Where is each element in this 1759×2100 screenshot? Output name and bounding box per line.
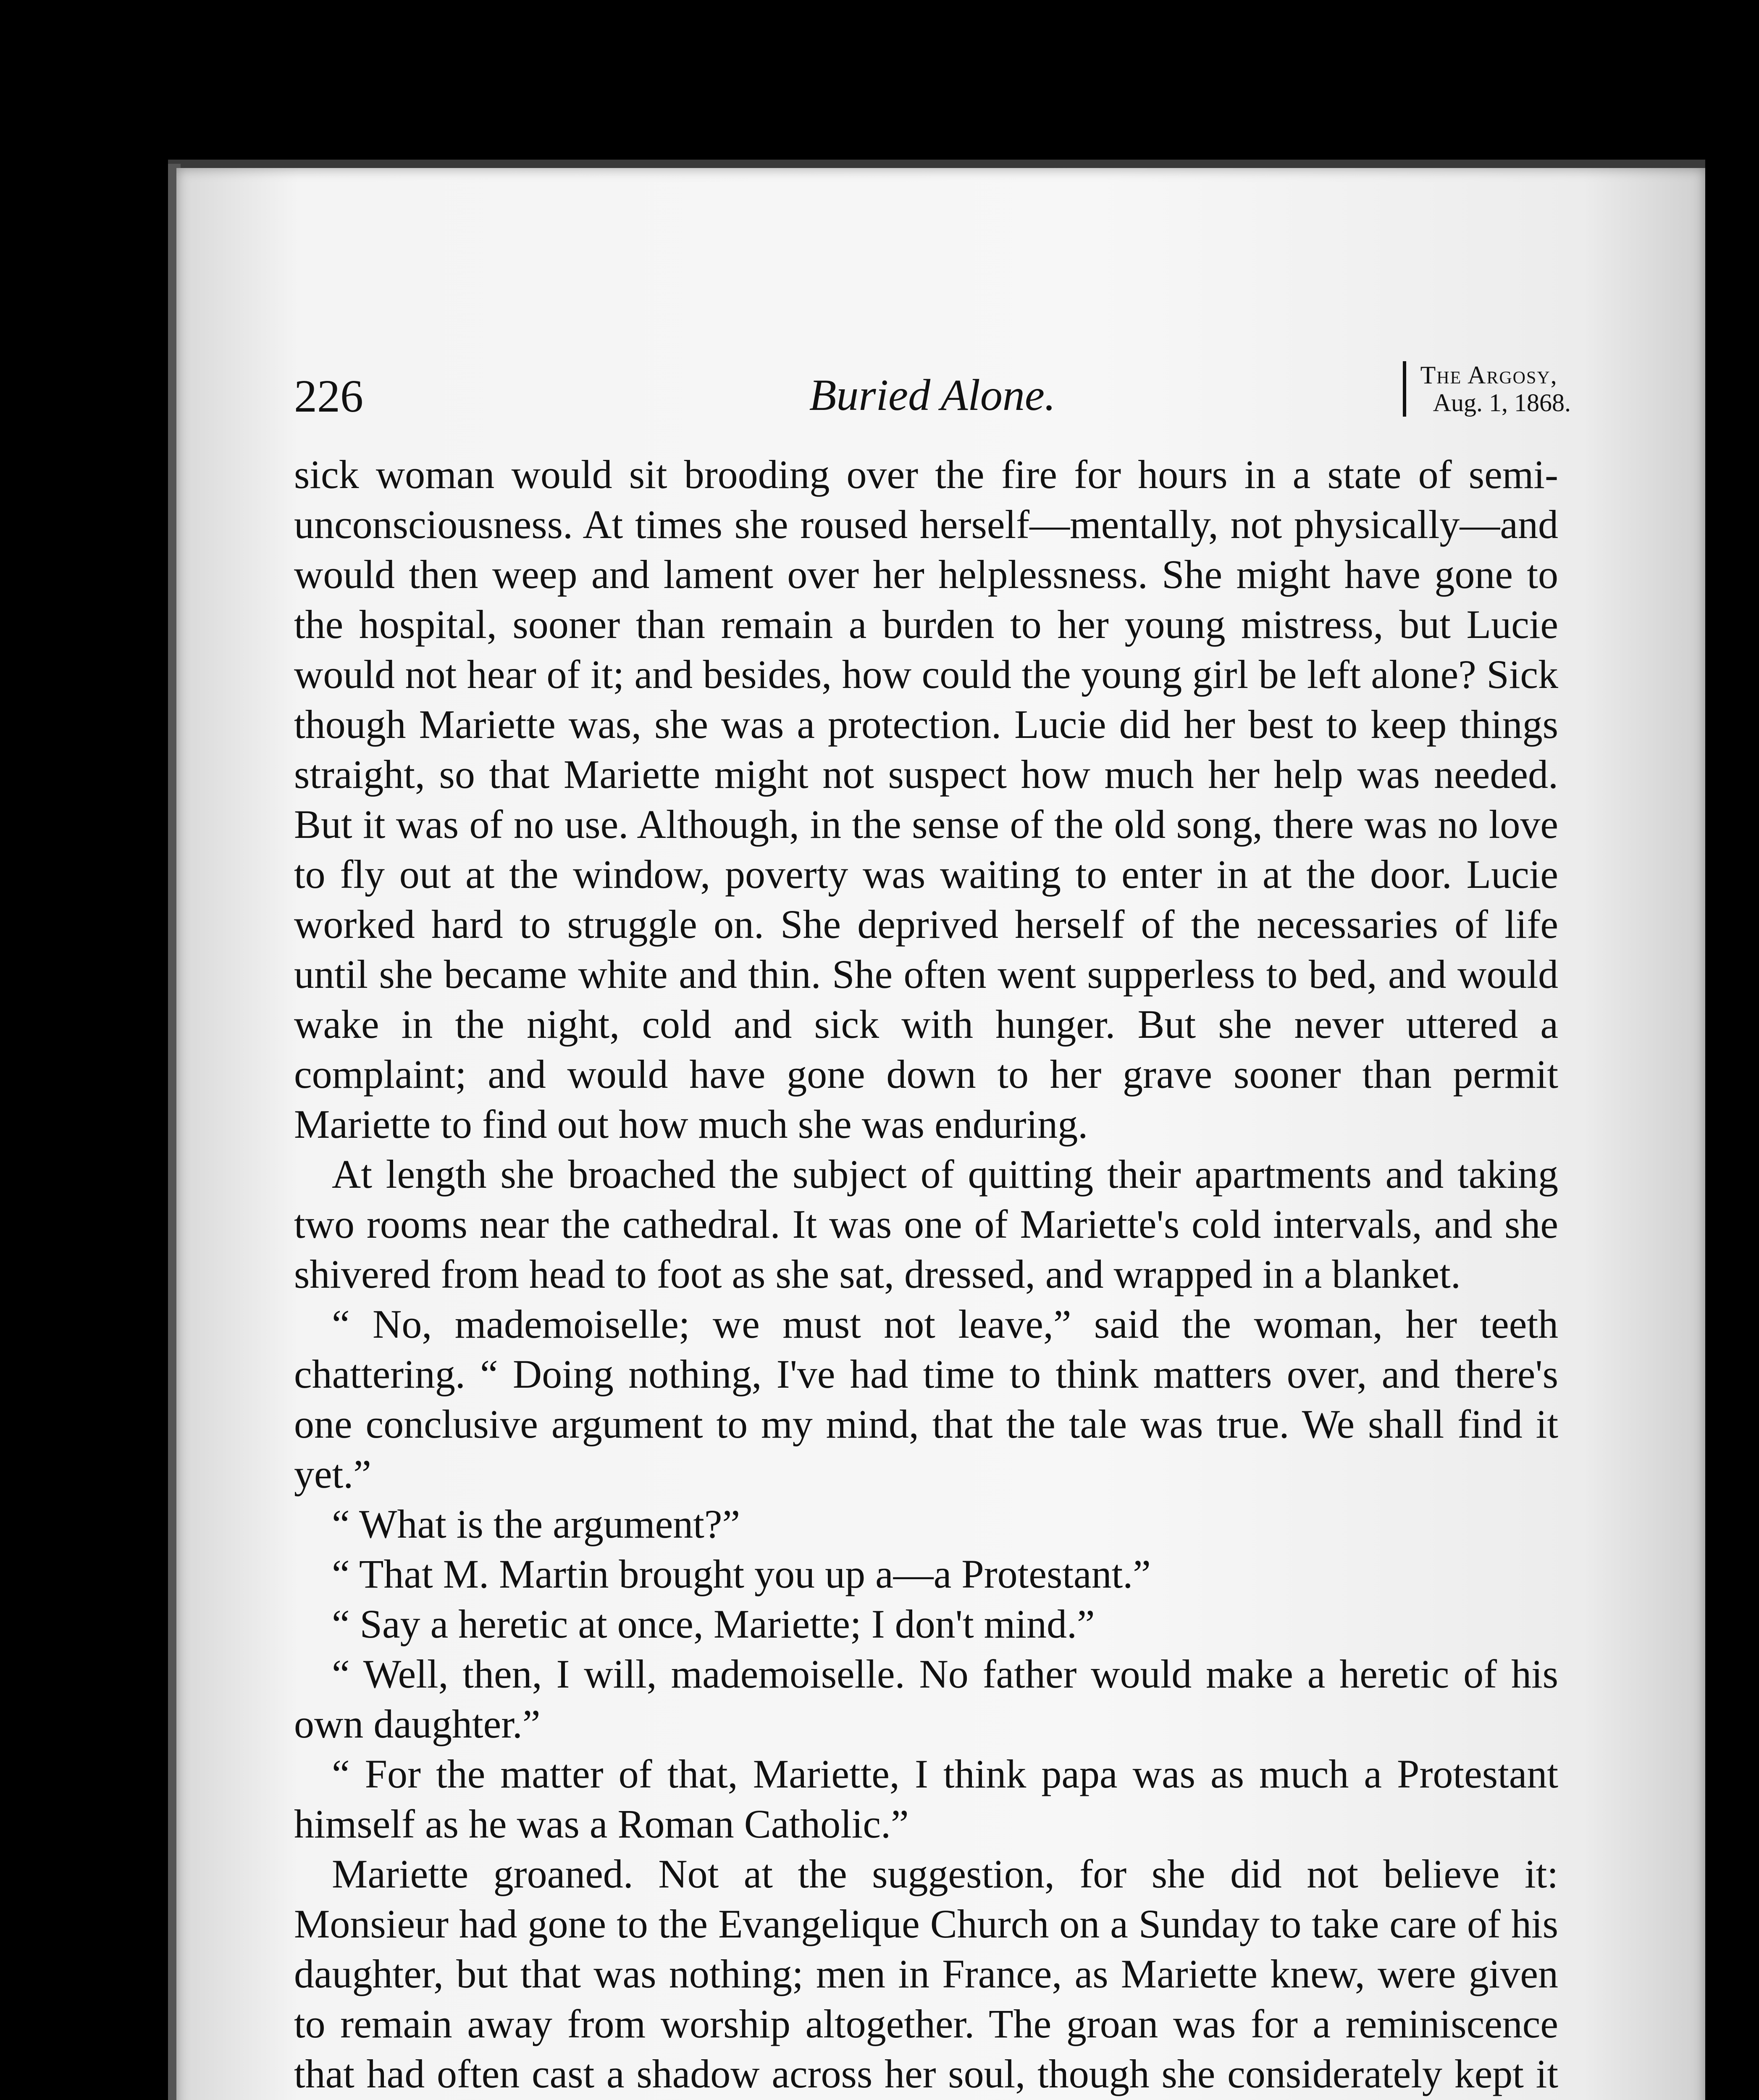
- paragraph: sick woman would sit brooding over the fire for hours in a state of semi-unconsciousness. At times she roused herself—mentally, not physically—and would then weep and lament over her helplessness. She might have gone to the hospital, sooner than remain a burden to her young mistress, but Lucie would not hear of it; and besides, how could the young girl be left alone? Sick though Mariette was, she was a protection. Lucie did her best to keep things straight, so that Mariette might not suspect how much her help was needed. But it was of no use. Although, in the sense of the old song, there was no love to fly out at the window, poverty was waiting to enter in at the door. Lucie worked hard to struggle on. She deprived herself of the necessaries of life until she became white and thin. She often went supperless to bed, and would wake in the night, cold and sick with hunger. But she never uttered a complaint; and would have gone down to her grave sooner than permit Mariette to find out how much she was enduring.: [294, 452, 1558, 1147]
- paragraph: “ For the matter of that, Mariette, I think papa was as much a Protestant himself as he was a Roman Catholic.”: [294, 1751, 1558, 1846]
- journal-name: The Argosy,: [1420, 361, 1558, 389]
- paragraph: Mariette groaned. Not at the suggestion, for she did not believe it: Monsieur had gone to the Evangelique Church on a Sunday to take care of his daughter, but that was nothing; men in France, as Mariette knew, were given to remain away from worship altogether. The groan was for a reminiscence that had often cast a shadow across her soul, though she considerately kept it: [294, 1851, 1558, 2096]
- page-number: 226: [294, 370, 363, 422]
- paragraph: “ Say a heretic at once, Mariette; I don't mind.”: [332, 1601, 1095, 1646]
- body-text: [294, 449, 1558, 2100]
- page-header: [294, 361, 1571, 420]
- paragraph: At length she broached the subject of quitting their apartments and taking two rooms near the cathedral. It was one of Mariette's cold intervals, and she shivered from head to foot as she sat, dressed, and wrapped in a blanket.: [294, 1152, 1558, 1297]
- running-title: Buried Alone.: [809, 370, 1056, 420]
- paragraph: “ No, mademoiselle; we must not leave,” said the woman, her teeth chattering. “ Doing nothing, I've had time to think matters over, and there's one conclusive argument to my mind, that the tale was true. We shall find it yet.”: [294, 1302, 1558, 1496]
- paragraph: “ Well, then, I will, mademoiselle. No father would make a heretic of his own daughter.”: [294, 1651, 1558, 1746]
- paragraph: “ That M. Martin brought you up a—a Protestant.”: [332, 1551, 1151, 1596]
- journal-reference: [1403, 361, 1571, 417]
- paragraph: “ What is the argument?”: [332, 1502, 740, 1546]
- journal-date: Aug. 1, 1868.: [1433, 389, 1571, 417]
